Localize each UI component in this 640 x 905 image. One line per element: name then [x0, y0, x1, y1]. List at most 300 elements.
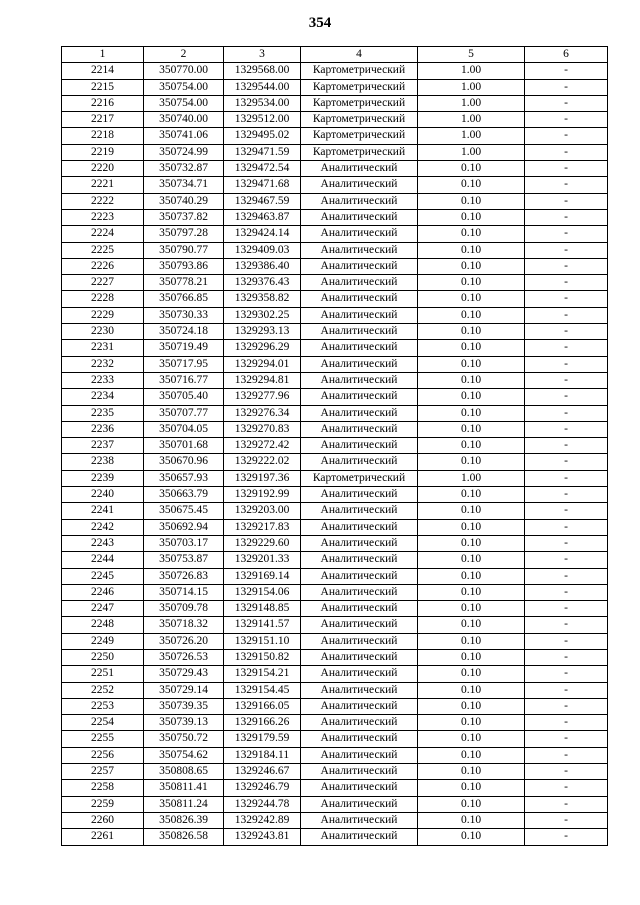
y-coordinate-cell: 1329276.34	[224, 405, 301, 421]
accuracy-cell: 0.10	[418, 764, 525, 780]
method-cell: Аналитический	[301, 829, 418, 845]
column-header: 2	[144, 47, 224, 63]
table-row	[62, 226, 608, 242]
point-number-cell: 2228	[62, 291, 144, 307]
y-coordinate-cell: 1329151.10	[224, 633, 301, 649]
point-number-cell: 2242	[62, 519, 144, 535]
method-cell: Аналитический	[301, 812, 418, 828]
y-coordinate-cell: 1329277.96	[224, 389, 301, 405]
note-cell: -	[525, 405, 608, 421]
table-row	[62, 209, 608, 225]
table-row	[62, 128, 608, 144]
point-number-cell: 2234	[62, 389, 144, 405]
table-row	[62, 372, 608, 388]
x-coordinate-cell: 350753.87	[144, 552, 224, 568]
point-number-cell: 2230	[62, 324, 144, 340]
note-cell: -	[525, 144, 608, 160]
table-row	[62, 95, 608, 111]
table-row	[62, 552, 608, 568]
point-number-cell: 2232	[62, 356, 144, 372]
table-row	[62, 242, 608, 258]
method-cell: Аналитический	[301, 421, 418, 437]
point-number-cell: 2231	[62, 340, 144, 356]
accuracy-cell: 0.10	[418, 372, 525, 388]
point-number-cell: 2223	[62, 209, 144, 225]
table-row	[62, 519, 608, 535]
y-coordinate-cell: 1329141.57	[224, 617, 301, 633]
table-body	[62, 63, 608, 845]
method-cell: Аналитический	[301, 780, 418, 796]
note-cell: -	[525, 63, 608, 79]
y-coordinate-cell: 1329568.00	[224, 63, 301, 79]
table-row	[62, 617, 608, 633]
note-cell: -	[525, 242, 608, 258]
method-cell: Аналитический	[301, 177, 418, 193]
note-cell: -	[525, 454, 608, 470]
accuracy-cell: 0.10	[418, 666, 525, 682]
accuracy-cell: 0.10	[418, 307, 525, 323]
x-coordinate-cell: 350741.06	[144, 128, 224, 144]
x-coordinate-cell: 350726.53	[144, 649, 224, 665]
table-row	[62, 487, 608, 503]
method-cell: Аналитический	[301, 372, 418, 388]
y-coordinate-cell: 1329467.59	[224, 193, 301, 209]
note-cell: -	[525, 291, 608, 307]
method-cell: Аналитический	[301, 503, 418, 519]
point-number-cell: 2224	[62, 226, 144, 242]
y-coordinate-cell: 1329201.33	[224, 552, 301, 568]
accuracy-cell: 1.00	[418, 63, 525, 79]
method-cell: Аналитический	[301, 552, 418, 568]
method-cell: Аналитический	[301, 666, 418, 682]
accuracy-cell: 1.00	[418, 470, 525, 486]
x-coordinate-cell: 350719.49	[144, 340, 224, 356]
y-coordinate-cell: 1329512.00	[224, 112, 301, 128]
point-number-cell: 2225	[62, 242, 144, 258]
x-coordinate-cell: 350730.33	[144, 307, 224, 323]
x-coordinate-cell: 350770.00	[144, 63, 224, 79]
note-cell: -	[525, 535, 608, 551]
note-cell: -	[525, 552, 608, 568]
table-row	[62, 649, 608, 665]
accuracy-cell: 0.10	[418, 356, 525, 372]
table-row	[62, 356, 608, 372]
point-number-cell: 2257	[62, 764, 144, 780]
method-cell: Картометрический	[301, 79, 418, 95]
method-cell: Аналитический	[301, 405, 418, 421]
accuracy-cell: 0.10	[418, 454, 525, 470]
y-coordinate-cell: 1329302.25	[224, 307, 301, 323]
accuracy-cell: 1.00	[418, 144, 525, 160]
method-cell: Аналитический	[301, 161, 418, 177]
point-number-cell: 2220	[62, 161, 144, 177]
y-coordinate-cell: 1329272.42	[224, 438, 301, 454]
point-number-cell: 2256	[62, 747, 144, 763]
method-cell: Аналитический	[301, 649, 418, 665]
column-header: 3	[224, 47, 301, 63]
accuracy-cell: 0.10	[418, 780, 525, 796]
note-cell: -	[525, 389, 608, 405]
column-header: 5	[418, 47, 525, 63]
table-row	[62, 291, 608, 307]
point-number-cell: 2237	[62, 438, 144, 454]
y-coordinate-cell: 1329534.00	[224, 95, 301, 111]
note-cell: -	[525, 601, 608, 617]
note-cell: -	[525, 128, 608, 144]
note-cell: -	[525, 649, 608, 665]
x-coordinate-cell: 350797.28	[144, 226, 224, 242]
x-coordinate-cell: 350826.39	[144, 812, 224, 828]
point-number-cell: 2243	[62, 535, 144, 551]
table-row	[62, 438, 608, 454]
method-cell: Аналитический	[301, 193, 418, 209]
y-coordinate-cell: 1329203.00	[224, 503, 301, 519]
x-coordinate-cell: 350808.65	[144, 764, 224, 780]
y-coordinate-cell: 1329294.81	[224, 372, 301, 388]
point-number-cell: 2245	[62, 568, 144, 584]
method-cell: Аналитический	[301, 226, 418, 242]
y-coordinate-cell: 1329242.89	[224, 812, 301, 828]
x-coordinate-cell: 350663.79	[144, 487, 224, 503]
accuracy-cell: 0.10	[418, 161, 525, 177]
method-cell: Картометрический	[301, 144, 418, 160]
note-cell: -	[525, 796, 608, 812]
table-row	[62, 454, 608, 470]
note-cell: -	[525, 421, 608, 437]
note-cell: -	[525, 764, 608, 780]
x-coordinate-cell: 350750.72	[144, 731, 224, 747]
method-cell: Аналитический	[301, 438, 418, 454]
y-coordinate-cell: 1329154.45	[224, 682, 301, 698]
point-number-cell: 2250	[62, 649, 144, 665]
method-cell: Аналитический	[301, 487, 418, 503]
x-coordinate-cell: 350737.82	[144, 209, 224, 225]
note-cell: -	[525, 715, 608, 731]
coordinates-table	[61, 46, 608, 846]
table-row	[62, 666, 608, 682]
note-cell: -	[525, 340, 608, 356]
note-cell: -	[525, 193, 608, 209]
column-header: 4	[301, 47, 418, 63]
table-row	[62, 698, 608, 714]
point-number-cell: 2218	[62, 128, 144, 144]
table-row	[62, 731, 608, 747]
note-cell: -	[525, 95, 608, 111]
y-coordinate-cell: 1329197.36	[224, 470, 301, 486]
note-cell: -	[525, 324, 608, 340]
table-row	[62, 715, 608, 731]
note-cell: -	[525, 258, 608, 274]
column-header: 6	[525, 47, 608, 63]
accuracy-cell: 0.10	[418, 731, 525, 747]
x-coordinate-cell: 350709.78	[144, 601, 224, 617]
note-cell: -	[525, 812, 608, 828]
y-coordinate-cell: 1329294.01	[224, 356, 301, 372]
note-cell: -	[525, 112, 608, 128]
x-coordinate-cell: 350703.17	[144, 535, 224, 551]
method-cell: Картометрический	[301, 95, 418, 111]
point-number-cell: 2258	[62, 780, 144, 796]
x-coordinate-cell: 350754.62	[144, 747, 224, 763]
method-cell: Аналитический	[301, 324, 418, 340]
x-coordinate-cell: 350734.71	[144, 177, 224, 193]
y-coordinate-cell: 1329243.81	[224, 829, 301, 845]
x-coordinate-cell: 350740.00	[144, 112, 224, 128]
table-row	[62, 682, 608, 698]
accuracy-cell: 0.10	[418, 633, 525, 649]
accuracy-cell: 0.10	[418, 487, 525, 503]
point-number-cell: 2252	[62, 682, 144, 698]
method-cell: Картометрический	[301, 470, 418, 486]
point-number-cell: 2247	[62, 601, 144, 617]
point-number-cell: 2261	[62, 829, 144, 845]
x-coordinate-cell: 350670.96	[144, 454, 224, 470]
method-cell: Аналитический	[301, 601, 418, 617]
accuracy-cell: 0.10	[418, 242, 525, 258]
x-coordinate-cell: 350716.77	[144, 372, 224, 388]
y-coordinate-cell: 1329154.06	[224, 584, 301, 600]
method-cell: Аналитический	[301, 209, 418, 225]
accuracy-cell: 0.10	[418, 747, 525, 763]
accuracy-cell: 0.10	[418, 226, 525, 242]
y-coordinate-cell: 1329386.40	[224, 258, 301, 274]
accuracy-cell: 1.00	[418, 79, 525, 95]
table-row	[62, 829, 608, 845]
accuracy-cell: 0.10	[418, 682, 525, 698]
x-coordinate-cell: 350739.35	[144, 698, 224, 714]
x-coordinate-cell: 350717.95	[144, 356, 224, 372]
table-row	[62, 780, 608, 796]
point-number-cell: 2226	[62, 258, 144, 274]
note-cell: -	[525, 698, 608, 714]
point-number-cell: 2249	[62, 633, 144, 649]
y-coordinate-cell: 1329376.43	[224, 275, 301, 291]
accuracy-cell: 0.10	[418, 649, 525, 665]
table-row	[62, 112, 608, 128]
method-cell: Аналитический	[301, 715, 418, 731]
x-coordinate-cell: 350704.05	[144, 421, 224, 437]
method-cell: Аналитический	[301, 454, 418, 470]
note-cell: -	[525, 307, 608, 323]
accuracy-cell: 0.10	[418, 829, 525, 845]
accuracy-cell: 1.00	[418, 95, 525, 111]
point-number-cell: 2233	[62, 372, 144, 388]
table-row	[62, 340, 608, 356]
accuracy-cell: 0.10	[418, 405, 525, 421]
y-coordinate-cell: 1329270.83	[224, 421, 301, 437]
method-cell: Картометрический	[301, 128, 418, 144]
x-coordinate-cell: 350732.87	[144, 161, 224, 177]
note-cell: -	[525, 584, 608, 600]
note-cell: -	[525, 372, 608, 388]
note-cell: -	[525, 470, 608, 486]
x-coordinate-cell: 350790.77	[144, 242, 224, 258]
method-cell: Аналитический	[301, 568, 418, 584]
note-cell: -	[525, 617, 608, 633]
note-cell: -	[525, 519, 608, 535]
point-number-cell: 2215	[62, 79, 144, 95]
method-cell: Аналитический	[301, 307, 418, 323]
table-row	[62, 470, 608, 486]
table-row	[62, 63, 608, 79]
accuracy-cell: 0.10	[418, 552, 525, 568]
table-row	[62, 568, 608, 584]
y-coordinate-cell: 1329166.05	[224, 698, 301, 714]
note-cell: -	[525, 226, 608, 242]
accuracy-cell: 0.10	[418, 340, 525, 356]
table-header-row	[62, 47, 608, 63]
method-cell: Аналитический	[301, 535, 418, 551]
y-coordinate-cell: 1329166.26	[224, 715, 301, 731]
accuracy-cell: 0.10	[418, 421, 525, 437]
accuracy-cell: 0.10	[418, 177, 525, 193]
method-cell: Аналитический	[301, 764, 418, 780]
table-row	[62, 601, 608, 617]
y-coordinate-cell: 1329217.83	[224, 519, 301, 535]
table-row	[62, 324, 608, 340]
accuracy-cell: 0.10	[418, 503, 525, 519]
accuracy-cell: 0.10	[418, 796, 525, 812]
method-cell: Аналитический	[301, 633, 418, 649]
table-row	[62, 812, 608, 828]
note-cell: -	[525, 487, 608, 503]
x-coordinate-cell: 350724.18	[144, 324, 224, 340]
x-coordinate-cell: 350793.86	[144, 258, 224, 274]
note-cell: -	[525, 780, 608, 796]
point-number-cell: 2214	[62, 63, 144, 79]
x-coordinate-cell: 350766.85	[144, 291, 224, 307]
x-coordinate-cell: 350754.00	[144, 95, 224, 111]
point-number-cell: 2235	[62, 405, 144, 421]
point-number-cell: 2260	[62, 812, 144, 828]
x-coordinate-cell: 350701.68	[144, 438, 224, 454]
table-row	[62, 275, 608, 291]
y-coordinate-cell: 1329544.00	[224, 79, 301, 95]
note-cell: -	[525, 438, 608, 454]
x-coordinate-cell: 350726.83	[144, 568, 224, 584]
point-number-cell: 2240	[62, 487, 144, 503]
x-coordinate-cell: 350714.15	[144, 584, 224, 600]
point-number-cell: 2227	[62, 275, 144, 291]
table-row	[62, 405, 608, 421]
point-number-cell: 2244	[62, 552, 144, 568]
accuracy-cell: 0.10	[418, 519, 525, 535]
table-row	[62, 421, 608, 437]
note-cell: -	[525, 829, 608, 845]
accuracy-cell: 0.10	[418, 389, 525, 405]
table-row	[62, 193, 608, 209]
table-row	[62, 764, 608, 780]
y-coordinate-cell: 1329222.02	[224, 454, 301, 470]
note-cell: -	[525, 161, 608, 177]
accuracy-cell: 0.10	[418, 209, 525, 225]
x-coordinate-cell: 350657.93	[144, 470, 224, 486]
point-number-cell: 2222	[62, 193, 144, 209]
column-header: 1	[62, 47, 144, 63]
method-cell: Аналитический	[301, 340, 418, 356]
y-coordinate-cell: 1329424.14	[224, 226, 301, 242]
y-coordinate-cell: 1329192.99	[224, 487, 301, 503]
y-coordinate-cell: 1329471.59	[224, 144, 301, 160]
note-cell: -	[525, 747, 608, 763]
x-coordinate-cell: 350778.21	[144, 275, 224, 291]
y-coordinate-cell: 1329495.02	[224, 128, 301, 144]
method-cell: Аналитический	[301, 519, 418, 535]
method-cell: Картометрический	[301, 63, 418, 79]
point-number-cell: 2221	[62, 177, 144, 193]
note-cell: -	[525, 209, 608, 225]
accuracy-cell: 1.00	[418, 128, 525, 144]
method-cell: Картометрический	[301, 112, 418, 128]
accuracy-cell: 0.10	[418, 601, 525, 617]
y-coordinate-cell: 1329244.78	[224, 796, 301, 812]
accuracy-cell: 0.10	[418, 698, 525, 714]
point-number-cell: 2236	[62, 421, 144, 437]
x-coordinate-cell: 350726.20	[144, 633, 224, 649]
note-cell: -	[525, 682, 608, 698]
point-number-cell: 2217	[62, 112, 144, 128]
x-coordinate-cell: 350826.58	[144, 829, 224, 845]
x-coordinate-cell: 350718.32	[144, 617, 224, 633]
point-number-cell: 2216	[62, 95, 144, 111]
point-number-cell: 2241	[62, 503, 144, 519]
table-row	[62, 258, 608, 274]
y-coordinate-cell: 1329471.68	[224, 177, 301, 193]
table-row	[62, 796, 608, 812]
table-row	[62, 584, 608, 600]
y-coordinate-cell: 1329150.82	[224, 649, 301, 665]
accuracy-cell: 0.10	[418, 715, 525, 731]
accuracy-cell: 0.10	[418, 275, 525, 291]
note-cell: -	[525, 666, 608, 682]
x-coordinate-cell: 350729.14	[144, 682, 224, 698]
method-cell: Аналитический	[301, 356, 418, 372]
method-cell: Аналитический	[301, 389, 418, 405]
note-cell: -	[525, 568, 608, 584]
method-cell: Аналитический	[301, 747, 418, 763]
x-coordinate-cell: 350724.99	[144, 144, 224, 160]
page-number: 354	[308, 15, 332, 31]
point-number-cell: 2253	[62, 698, 144, 714]
point-number-cell: 2259	[62, 796, 144, 812]
accuracy-cell: 0.10	[418, 617, 525, 633]
point-number-cell: 2239	[62, 470, 144, 486]
method-cell: Аналитический	[301, 682, 418, 698]
x-coordinate-cell: 350707.77	[144, 405, 224, 421]
y-coordinate-cell: 1329246.79	[224, 780, 301, 796]
note-cell: -	[525, 275, 608, 291]
y-coordinate-cell: 1329246.67	[224, 764, 301, 780]
y-coordinate-cell: 1329296.29	[224, 340, 301, 356]
y-coordinate-cell: 1329184.11	[224, 747, 301, 763]
y-coordinate-cell: 1329472.54	[224, 161, 301, 177]
table-row	[62, 389, 608, 405]
method-cell: Аналитический	[301, 584, 418, 600]
method-cell: Аналитический	[301, 242, 418, 258]
x-coordinate-cell: 350811.41	[144, 780, 224, 796]
table-row	[62, 144, 608, 160]
x-coordinate-cell: 350692.94	[144, 519, 224, 535]
method-cell: Аналитический	[301, 698, 418, 714]
y-coordinate-cell: 1329169.14	[224, 568, 301, 584]
x-coordinate-cell: 350675.45	[144, 503, 224, 519]
point-number-cell: 2251	[62, 666, 144, 682]
table-row	[62, 177, 608, 193]
point-number-cell: 2248	[62, 617, 144, 633]
x-coordinate-cell: 350729.43	[144, 666, 224, 682]
method-cell: Аналитический	[301, 291, 418, 307]
accuracy-cell: 0.10	[418, 193, 525, 209]
